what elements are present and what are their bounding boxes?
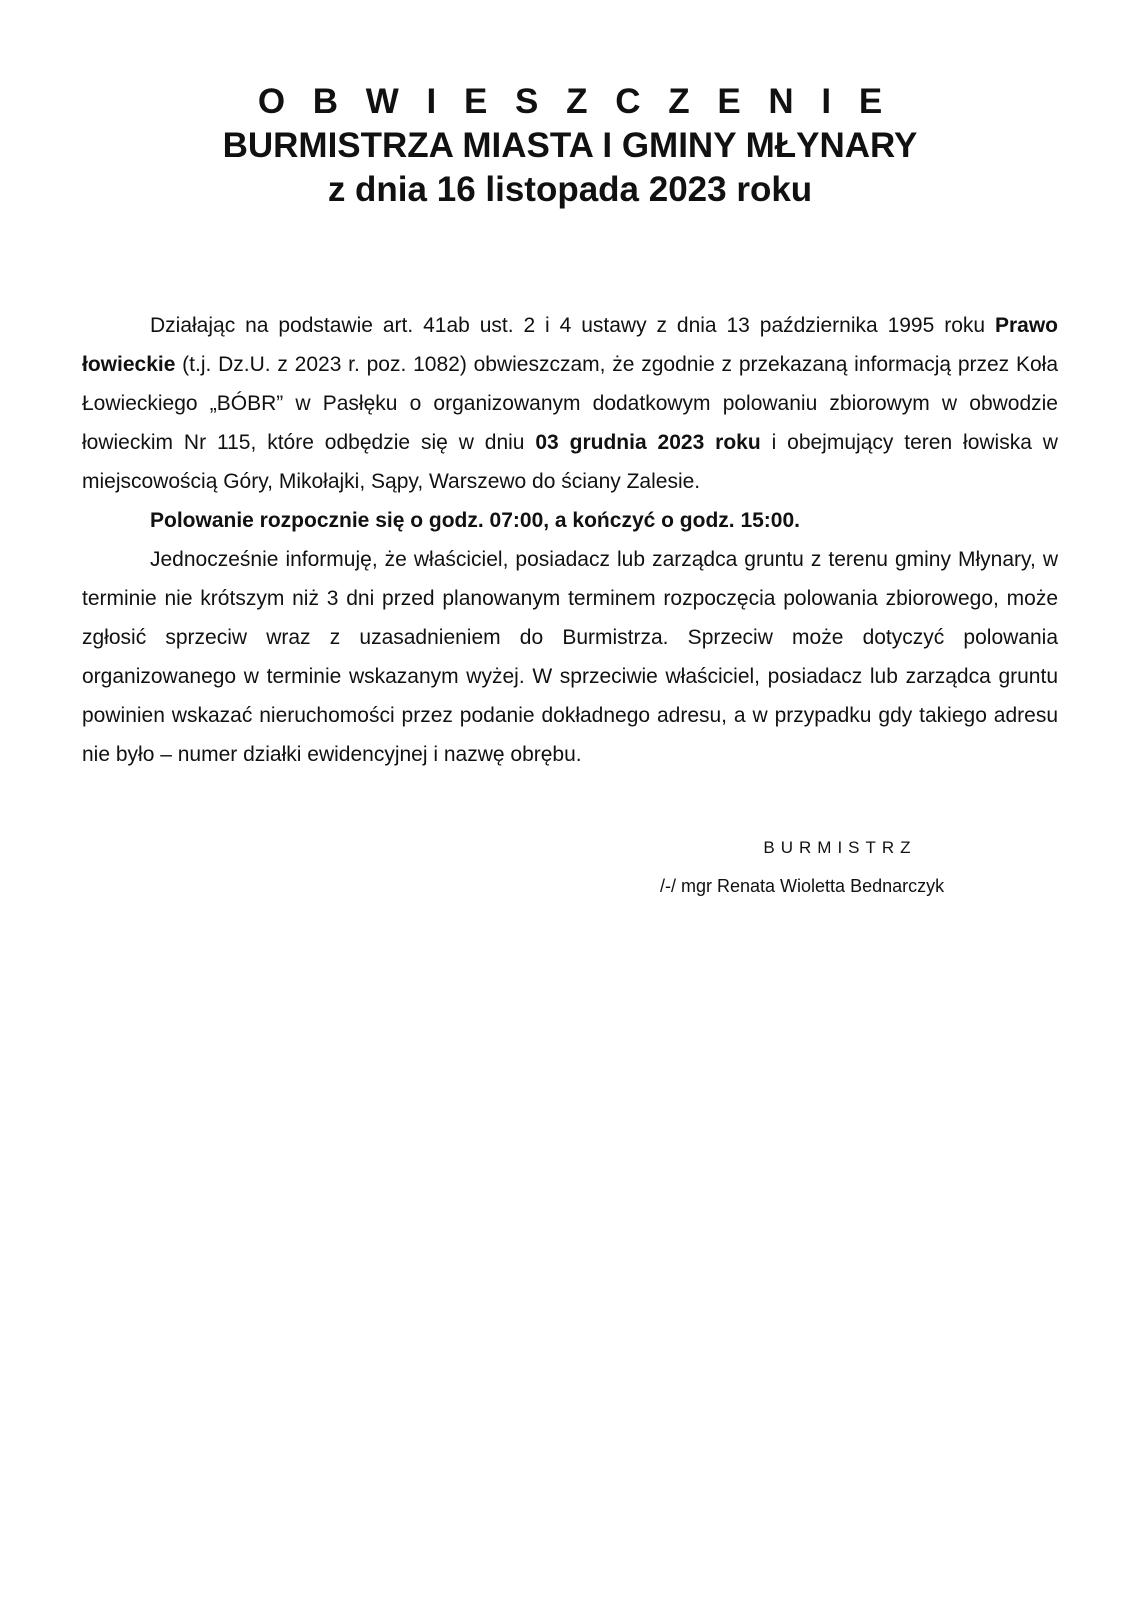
paragraph-text: i obejmujący teren łowiska w miejscowością Góry, Mikołajki, Sąpy, Warszewo do ściany Zalesie. (82, 431, 1058, 493)
paragraph-hunt-hours (82, 501, 1058, 540)
hunt-hours: Polowanie rozpocznie się o godz. 07:00, a kończyć o godz. 15:00. (150, 509, 800, 532)
signature-title: BURMISTRZ (763, 838, 917, 857)
paragraph-legal-basis (82, 306, 1058, 501)
document-header (0, 80, 1140, 212)
paragraph-objection-info (82, 540, 1058, 774)
paragraph-text: (t.j. Dz.U. z 2023 r. poz. 1082) obwieszczam, że zgodnie z przekazaną informacją przez Koła Łowieckiego „BÓBR” w Pasłęku o organizowanym dodatkowym polowaniu zbiorowym w obwodzie łowieckim Nr 115, które odbędzie się w dniu (82, 353, 1058, 454)
paragraph-text: Jednocześnie informuję, że właściciel, posiadacz lub zarządca gruntu z terenu gminy Młynary, w terminie nie krótszym niż 3 dni przed planowanym terminem rozpoczęcia polowania zbiorowego, może zgłosić sprzeciw wraz z uzasadnieniem do Burmistrza. Sprzeciw może dotyczyć polowania organizowanego w terminie wskazanym wyżej. W sprzeciwie właściciel, posiadacz lub zarządca gruntu powinien wskazać nieruchomości przez podanie dokładnego adresu, a w przypadku gdy takiego adresu nie było – numer działki ewidencyjnej i nazwę obrębu. (82, 548, 1058, 766)
issuer-title: BURMISTRZA MIASTA I GMINY MŁYNARY (222, 126, 918, 165)
document-date: z dnia 16 listopada 2023 roku (327, 170, 813, 209)
signature-name: /-/ mgr Renata Wioletta Bednarczyk (660, 876, 945, 896)
paragraph-text: Działając na podstawie art. 41ab ust. 2 i 4 ustawy z dnia 13 października 1995 roku (150, 314, 995, 337)
document-body (82, 306, 1058, 774)
law-name: Prawo łowieckie (82, 314, 1058, 376)
document-title: O B W I E S Z C Z E N I E (257, 82, 892, 121)
hunt-date: 03 grudnia 2023 roku (535, 431, 761, 454)
